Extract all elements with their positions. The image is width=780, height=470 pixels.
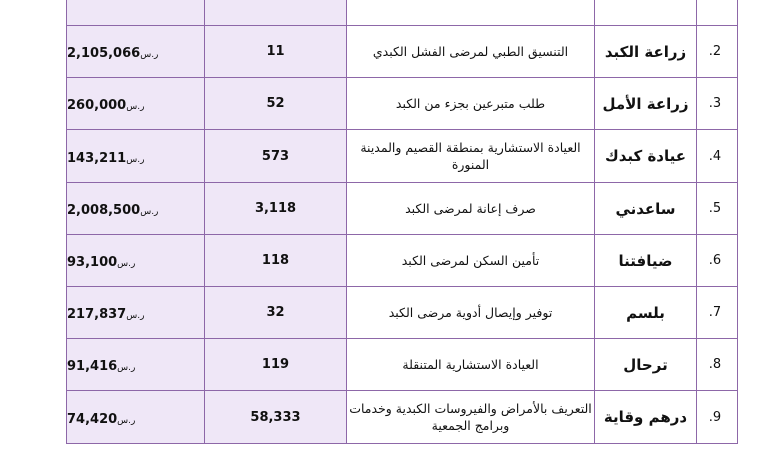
- row-number: .4: [697, 130, 738, 183]
- currency-label: ر.س: [140, 207, 159, 217]
- row-number: [697, 0, 738, 26]
- row-number: .9: [697, 391, 738, 444]
- amount-value: 2,008,500: [67, 203, 141, 218]
- program-description: توفير وإيصال أدوية مرضى الكبد: [347, 287, 595, 339]
- amount-value: 260,000: [67, 98, 127, 113]
- table-row: [67, 183, 738, 235]
- program-description: التنسيق الطبي لمرضى الفشل الكبدي: [347, 26, 595, 78]
- row-number: .6: [697, 235, 738, 287]
- row-number: .5: [697, 183, 738, 235]
- programs-table-body: [67, 0, 738, 444]
- table-row: [67, 391, 738, 444]
- program-description: [347, 0, 595, 26]
- table-row: [67, 78, 738, 130]
- beneficiary-count: [205, 0, 347, 26]
- program-name: بلسم: [595, 287, 697, 339]
- program-name: ساعدني: [595, 183, 697, 235]
- program-description: تأمين السكن لمرضى الكبد: [347, 235, 595, 287]
- beneficiary-count: 119: [205, 339, 347, 391]
- amount-value: 217,837: [67, 307, 127, 322]
- row-number: .2: [697, 26, 738, 78]
- beneficiary-count: 118: [205, 235, 347, 287]
- currency-label: ر.س: [117, 363, 136, 373]
- program-description: العيادة الاستشارية بمنطقة القصيم والمدينة المنورة: [347, 130, 595, 183]
- program-amount: [67, 287, 205, 339]
- table-row: [67, 26, 738, 78]
- beneficiary-count: 11: [205, 26, 347, 78]
- program-name: زراعة الكبد: [595, 26, 697, 78]
- beneficiary-count: 573: [205, 130, 347, 183]
- row-number: .8: [697, 339, 738, 391]
- programs-table: [66, 0, 738, 444]
- program-amount: [67, 78, 205, 130]
- beneficiary-count: 32: [205, 287, 347, 339]
- table-row: [67, 339, 738, 391]
- program-amount: [67, 391, 205, 444]
- currency-label: ر.س: [117, 259, 136, 269]
- program-amount: [67, 183, 205, 235]
- program-amount: [67, 339, 205, 391]
- program-amount: [67, 130, 205, 183]
- table-row: [67, 130, 738, 183]
- program-name: زراعة الأمل: [595, 78, 697, 130]
- currency-label: ر.س: [126, 311, 145, 321]
- row-number: .3: [697, 78, 738, 130]
- amount-value: 74,420: [67, 411, 118, 427]
- table-row: [67, 287, 738, 339]
- program-description: صرف إعانة لمرضى الكبد: [347, 183, 595, 235]
- row-number: .7: [697, 287, 738, 339]
- currency-label: ر.س: [117, 415, 136, 426]
- program-name: درهم وقاية: [595, 391, 697, 444]
- table-row: [67, 0, 738, 26]
- amount-value: 2,105,066: [67, 46, 141, 61]
- program-name: ضيافتنا: [595, 235, 697, 287]
- program-description: طلب متبرعين بجزء من الكبد: [347, 78, 595, 130]
- amount-value: 143,211: [67, 150, 127, 166]
- currency-label: ر.س: [126, 154, 145, 165]
- program-name: [595, 0, 697, 26]
- program-name: ترحال: [595, 339, 697, 391]
- program-amount: [67, 26, 205, 78]
- currency-label: ر.س: [140, 50, 159, 60]
- beneficiary-count: 52: [205, 78, 347, 130]
- program-amount: [67, 235, 205, 287]
- currency-label: ر.س: [126, 102, 145, 112]
- amount-value: 91,416: [67, 359, 118, 374]
- program-amount: [67, 0, 205, 26]
- amount-value: 93,100: [67, 255, 118, 270]
- program-name: عيادة كبدك: [595, 130, 697, 183]
- beneficiary-count: 58,333: [205, 391, 347, 444]
- table-row: [67, 235, 738, 287]
- program-description: التعريف بالأمراض والفيروسات الكبدية وخدمات وبرامج الجمعية: [347, 391, 595, 444]
- program-description: العيادة الاستشارية المتنقلة: [347, 339, 595, 391]
- beneficiary-count: 3,118: [205, 183, 347, 235]
